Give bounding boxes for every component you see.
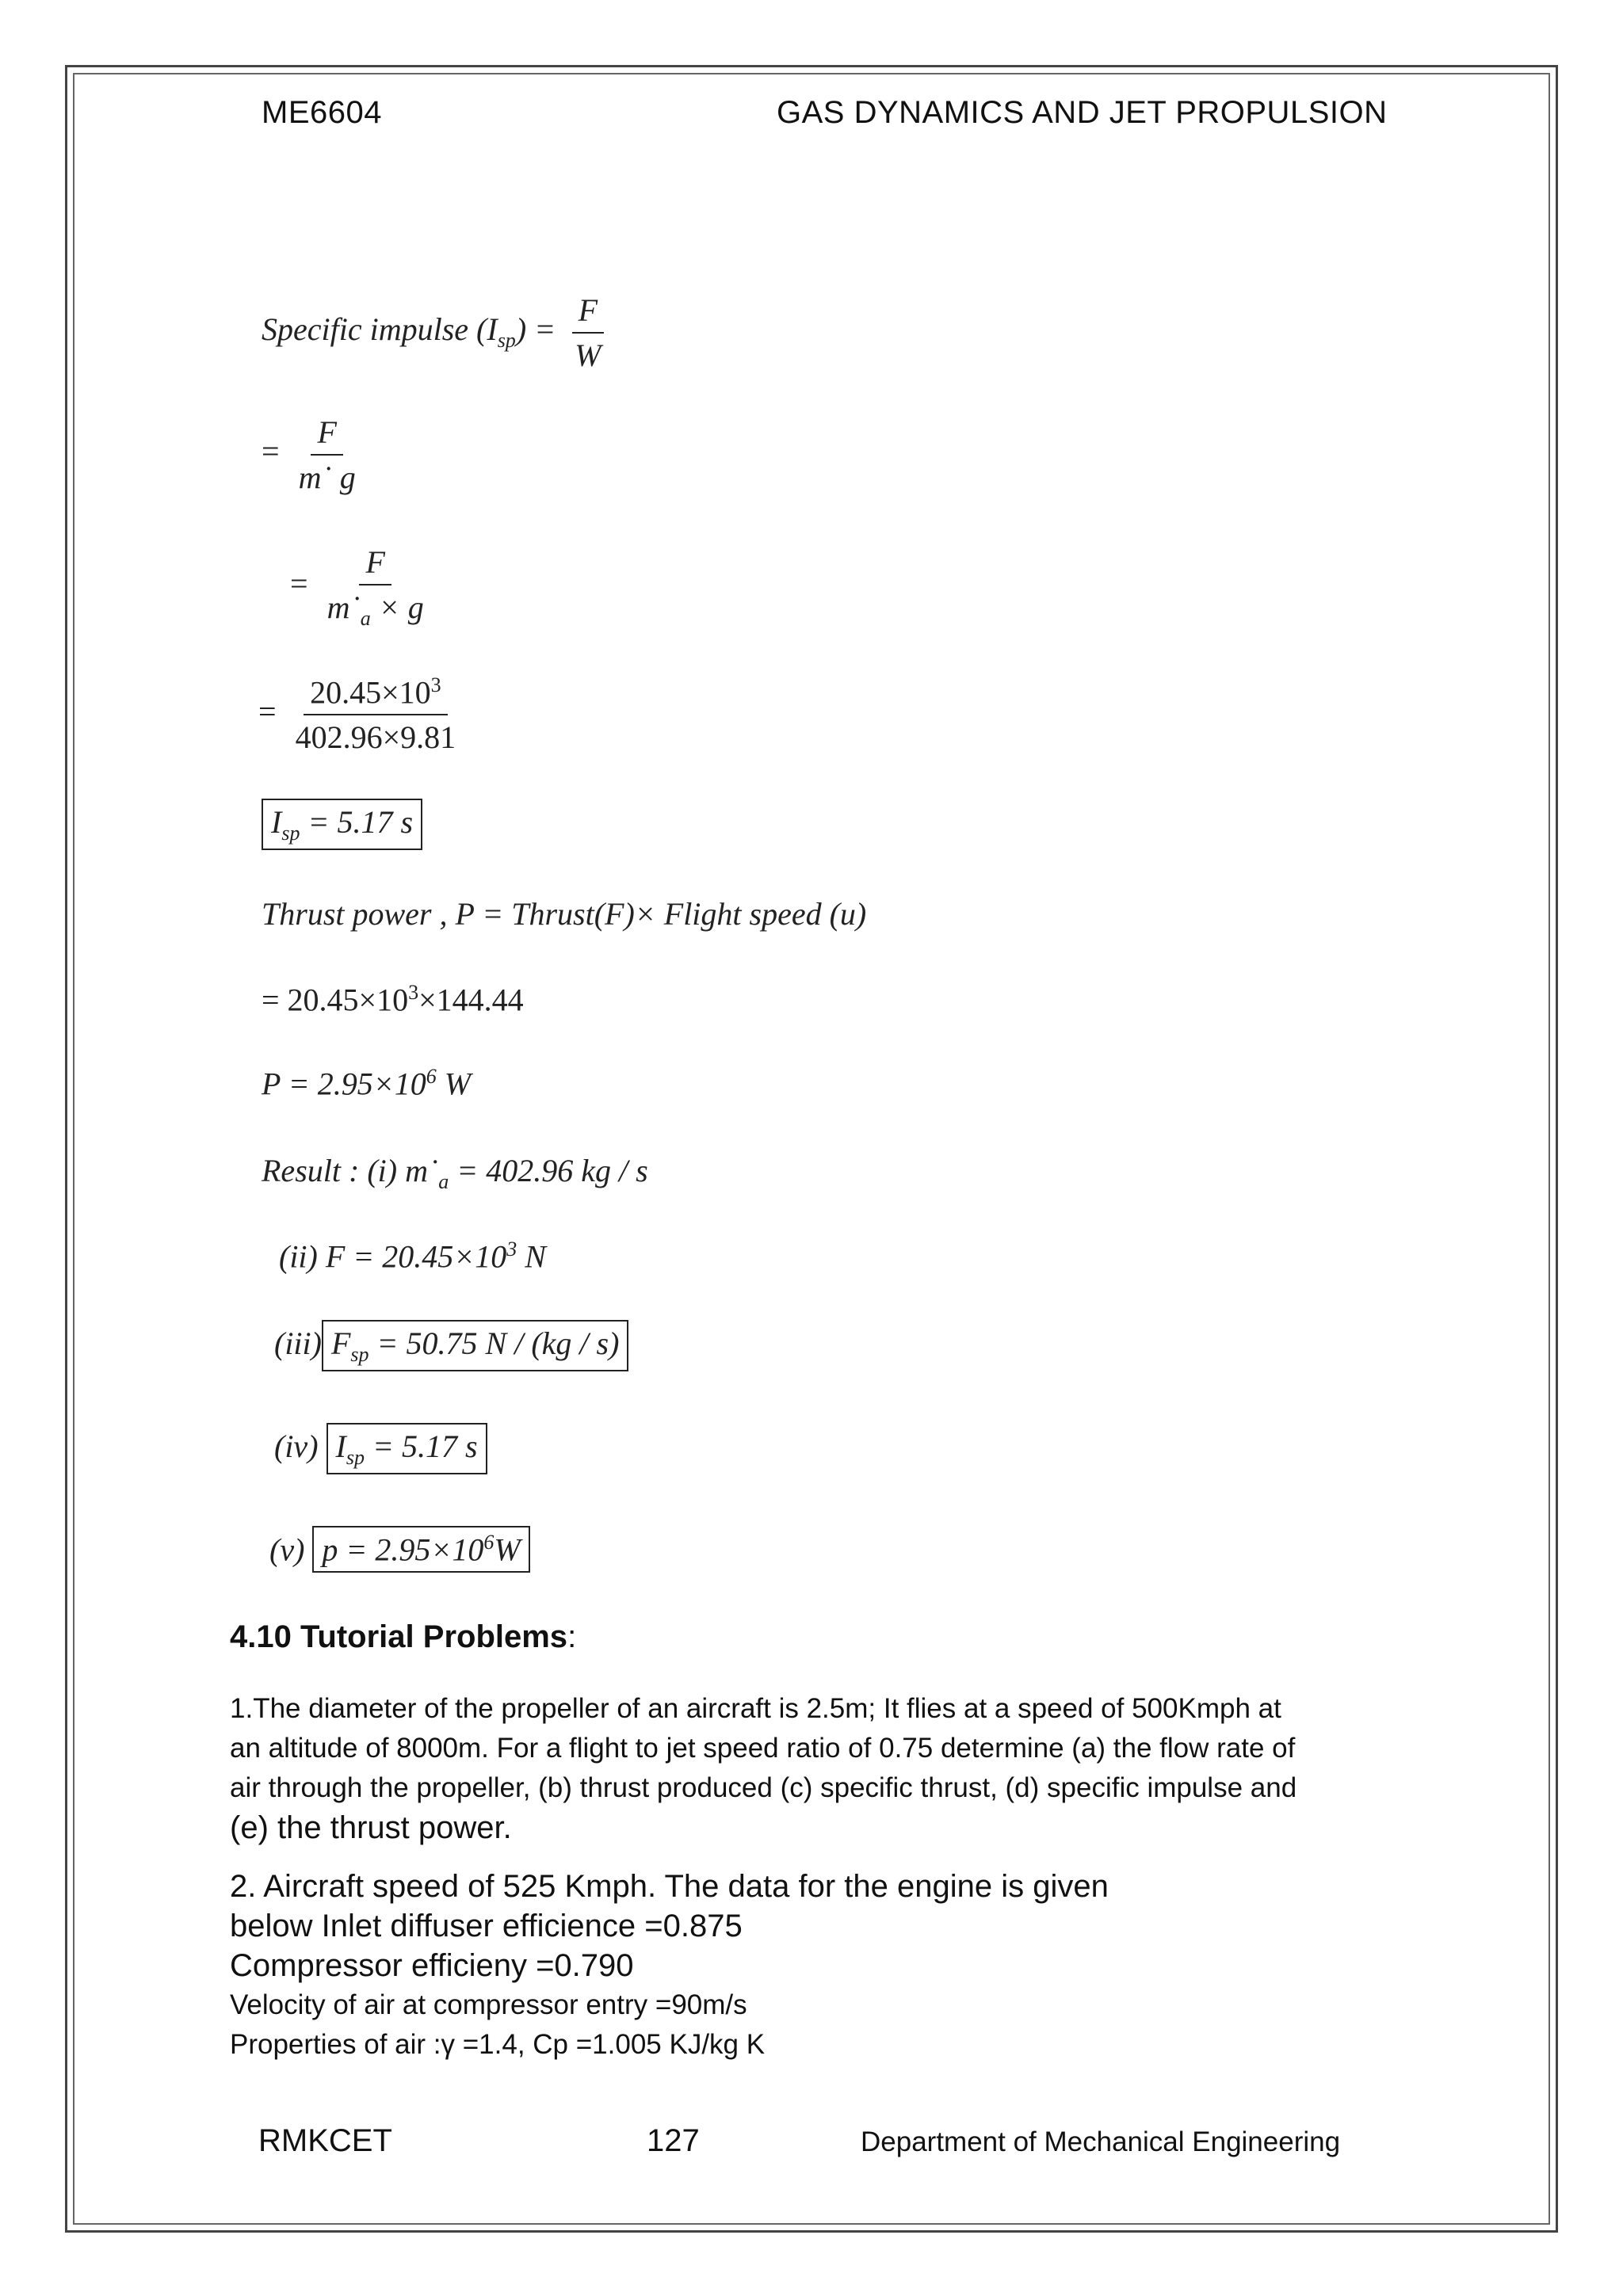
- result-thrust-power: (v) $p = 2.95\times 10^6W$: [269, 1526, 530, 1573]
- result-specific-impulse: (iv) $I_{sp} = 5.17$ s: [274, 1423, 487, 1474]
- problem-1-line-2: an altitude of 8000m. For a flight to jet speed ratio of 0.75 determine (a) the flow rate of: [230, 1733, 1296, 1764]
- header-course-title: GAS DYNAMICS AND JET PROPULSION: [777, 95, 1388, 130]
- footer-institution: RMKCET: [258, 2123, 392, 2158]
- thrust-power-result: $P = 2.95\times 10^6$ W: [262, 1065, 472, 1102]
- problem-2-line-4: Velocity of air at compressor entry =90m/s: [230, 1989, 747, 2020]
- isp-step-mdot-g: = $\frac{F}{m˙ g}$: [262, 414, 356, 495]
- problem-2-line-5: Properties of air :γ =1.4, Cp =1.005 KJ/kg K: [230, 2029, 766, 2060]
- isp-step-numeric: = $\frac{20.45\times 10^3}{402.96\times 9.81}$: [258, 673, 456, 756]
- header-course-code: ME6604: [262, 95, 382, 130]
- problem-2: [230, 1867, 1419, 2065]
- thrust-power-definition: Thrust power , P = Thrust(F)× Flight speed (u): [262, 896, 867, 932]
- footer-page-number: 127: [647, 2123, 700, 2158]
- isp-result-box: $I_{sp} = 5.17$ s: [262, 799, 422, 850]
- isp-step-mdot-a-g: = $\frac{F}{m˙_a \times g}$: [290, 544, 424, 630]
- problem-2-line-1: 2. Aircraft speed of 525 Kmph. The data for the engine is given: [230, 1869, 1109, 1904]
- problem-2-line-3: Compressor efficieny =0.790: [230, 1948, 634, 1983]
- problem-1-line-1: 1.The diameter of the propeller of an aircraft is 2.5m; It flies at a speed of 500Kmph at: [230, 1693, 1281, 1724]
- result-thrust: (ii) $F = 20.45\times 10^3$ N: [279, 1238, 546, 1275]
- problem-1-line-4: (e) the thrust power.: [230, 1810, 512, 1845]
- result-mass-flow: Result : (i) $m˙_a = 402.96$ kg / s: [262, 1153, 648, 1193]
- result-specific-thrust: (iii) $F_{sp} = 50.75$ N / (kg / s): [274, 1320, 628, 1371]
- problem-1-line-3: air through the propeller, (b) thrust produced (c) specific thrust, (d) specific impulse and: [230, 1772, 1297, 1803]
- footer-department: Department of Mechanical Engineering: [861, 2126, 1341, 2157]
- thrust-power-calculation: = $20.45\times 10^3\times 144.44$: [262, 981, 524, 1018]
- problem-2-line-2: below Inlet diffuser efficience =0.875: [230, 1909, 743, 1943]
- specific-impulse-definition: Specific impulse $(I_{sp})$ = $\frac{F}{W}$: [262, 292, 612, 374]
- problem-1: [230, 1689, 1419, 1848]
- section-heading: 4.10 Tutorial Problems:: [230, 1619, 577, 1654]
